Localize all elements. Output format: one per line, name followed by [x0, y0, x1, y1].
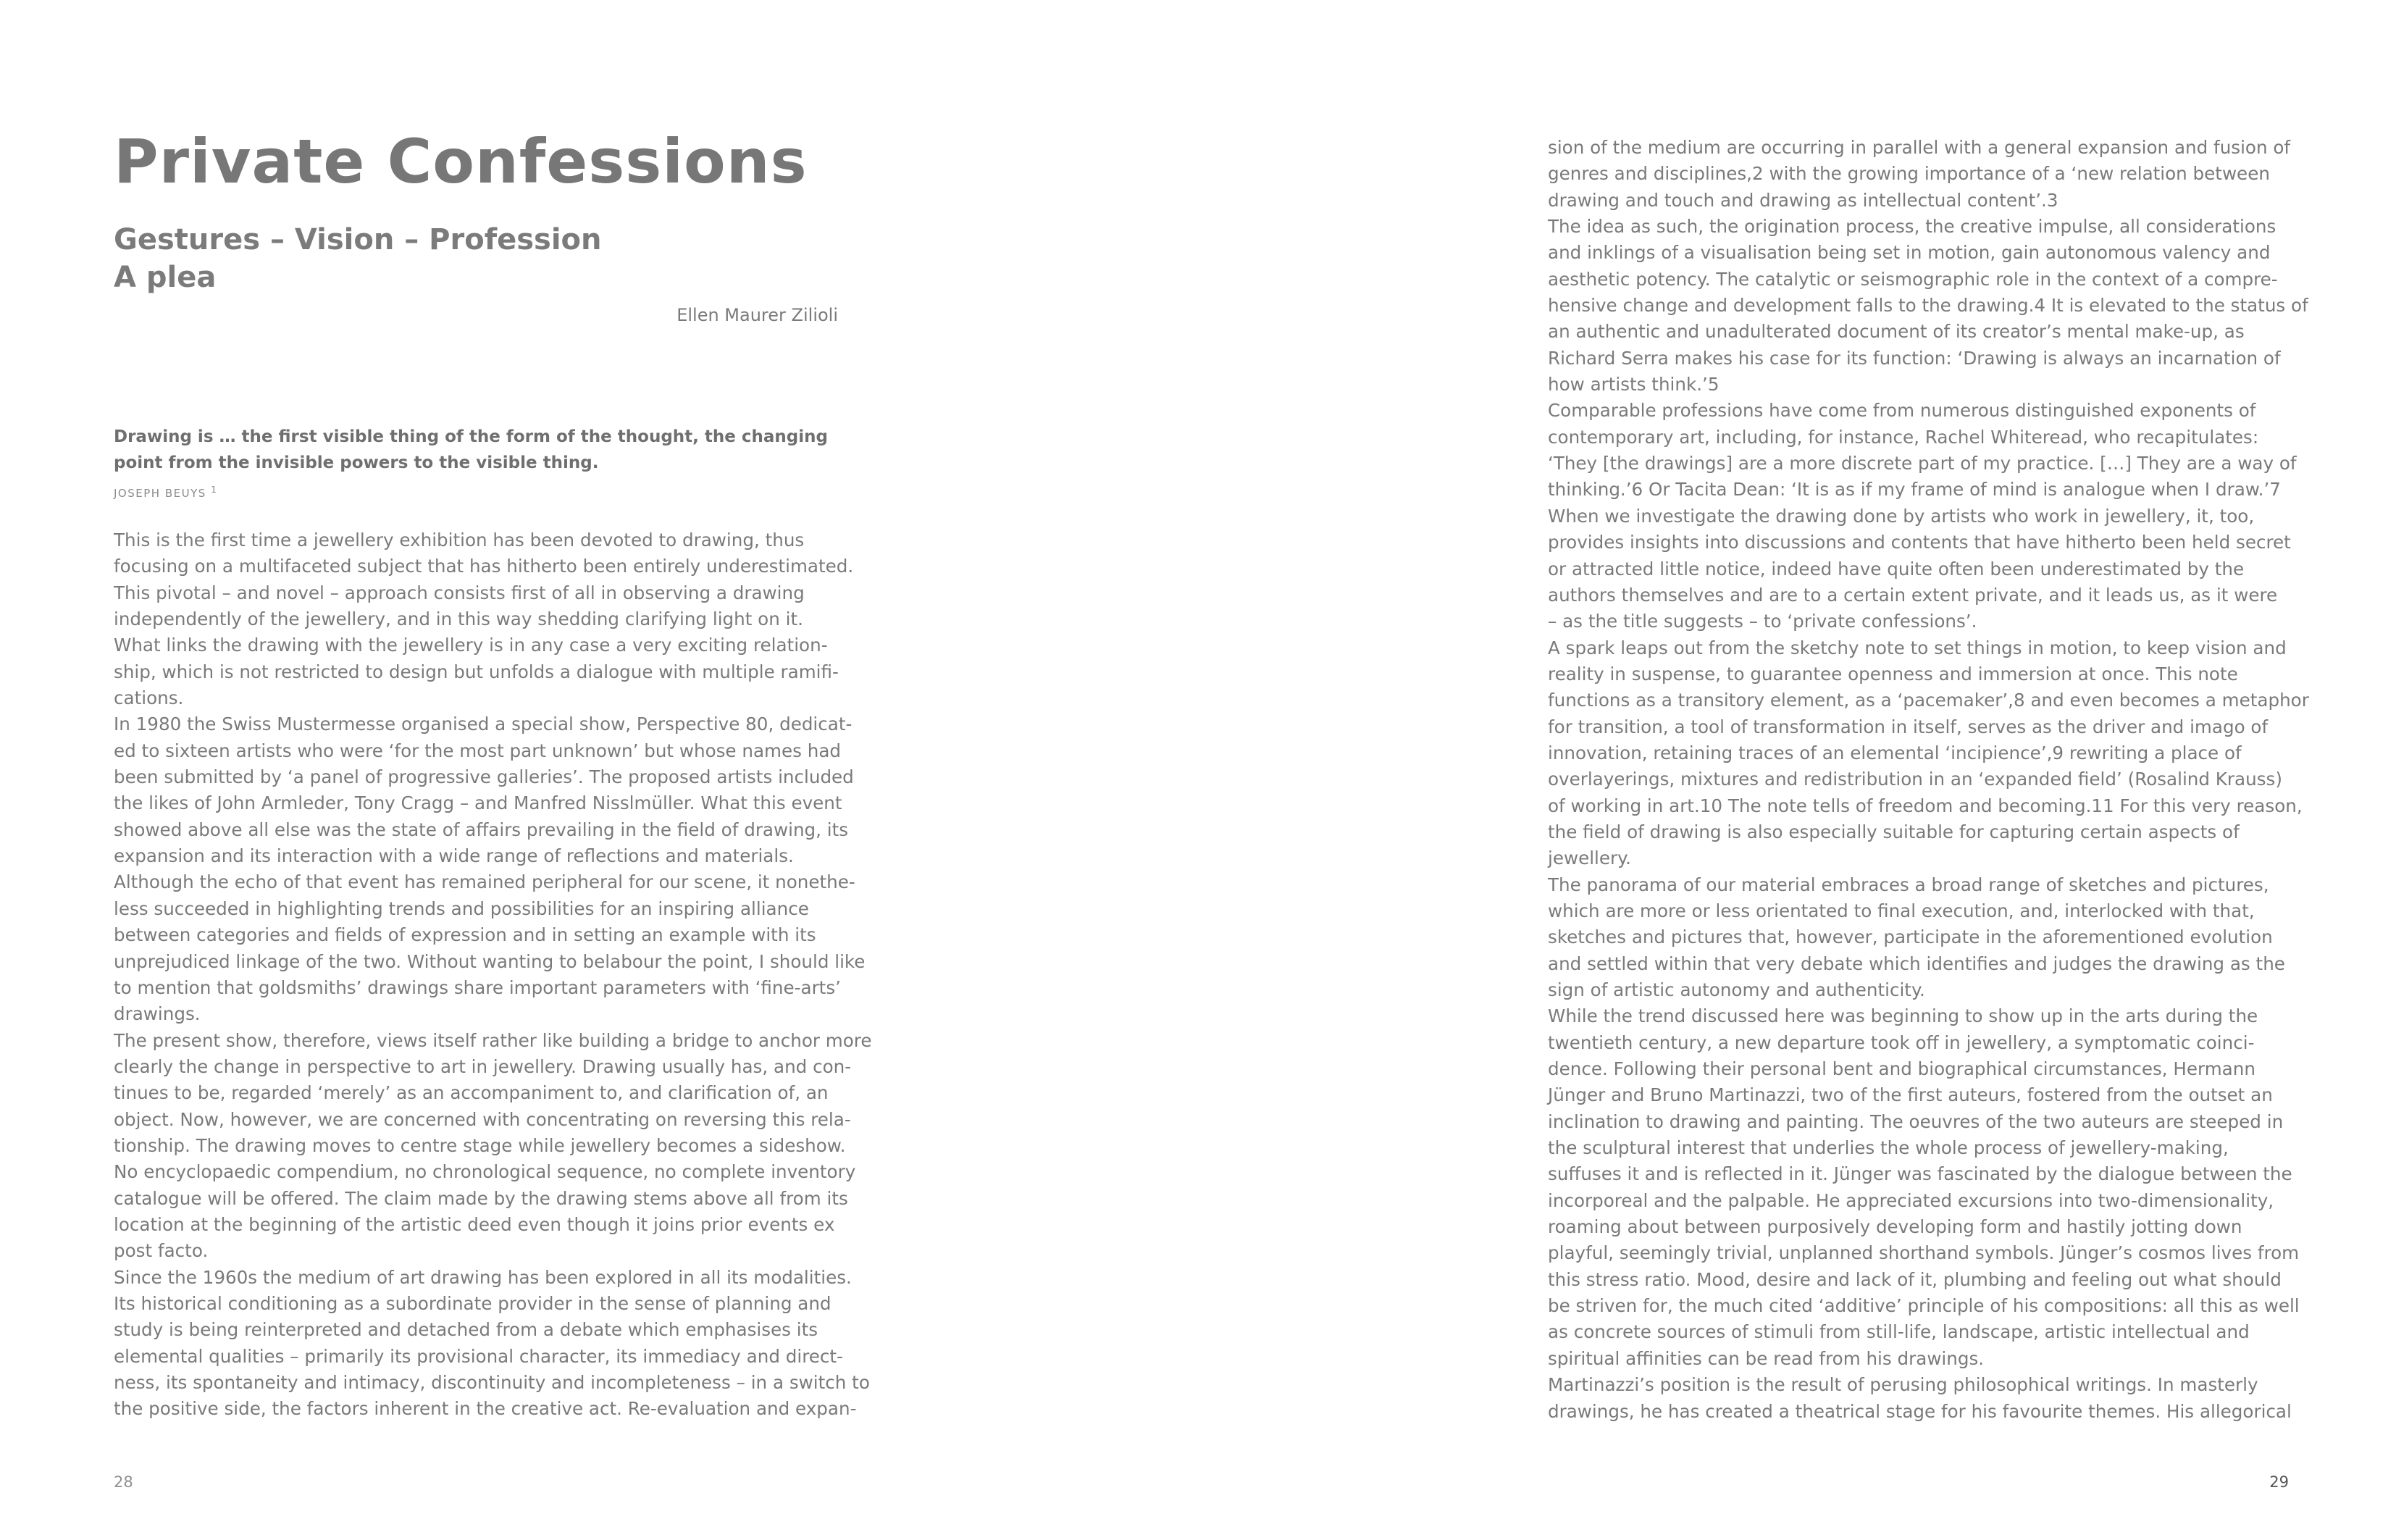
- text-line: for transition, a tool of transformation in itself, serves as the driver and imago of: [1548, 716, 2269, 737]
- text-line: an authentic and unadulterated document of its creator’s mental make-up, as: [1548, 321, 2245, 343]
- author-name: Ellen Maurer Zilioli: [677, 305, 838, 325]
- text-line: ship, which is not restricted to design but unfolds a dialogue with multiple ramifi-: [114, 661, 839, 682]
- epigraph-source: [114, 481, 218, 502]
- text-line: less succeeded in highlighting trends and possibilities for an inspiring alliance: [114, 897, 809, 919]
- page-number-right: 29: [2269, 1473, 2289, 1491]
- text-line: functions as a transitory element, as a ‘pacemaker’,8 and even becomes a metaphor: [1548, 690, 2309, 711]
- text-line: dence. Following their personal bent and biographical circumstances, Hermann: [1548, 1058, 2255, 1080]
- text-line: The idea as such, the origination process, the creative impulse, all considerations: [1548, 216, 2276, 238]
- text-line: playful, seemingly trivial, unplanned shorthand symbols. Jünger’s cosmos lives from: [1548, 1242, 2300, 1264]
- text-line: tionship. The drawing moves to centre stage while jewellery becomes a sideshow.: [114, 1134, 846, 1156]
- subtitle-line: A plea: [114, 261, 217, 294]
- text-line: This is the first time a jewellery exhibition has been devoted to drawing, thus: [114, 530, 805, 551]
- text-line: be striven for, the much cited ‘additive’ principle of his compositions: all this as well: [1548, 1295, 2300, 1317]
- text-line: This pivotal – and novel – approach consists first of all in observing a drawing: [114, 582, 805, 603]
- text-line: the sculptural interest that underlies the whole process of jewellery-making,: [1548, 1137, 2229, 1159]
- text-line: to mention that goldsmiths’ drawings share important parameters with ‘fine-arts’: [114, 976, 841, 998]
- text-line: twentieth century, a new departure took off in jewellery, a symptomatic coinci-: [1548, 1031, 2255, 1053]
- text-line: spiritual affinities can be read from his drawings.: [1548, 1347, 1985, 1369]
- text-line: how artists think.’5: [1548, 374, 1719, 396]
- text-line: Since the 1960s the medium of art drawing has been explored in all its modalities.: [114, 1266, 852, 1288]
- epigraph-line: Drawing is … the first visible thing of the form of the thought, the changing: [114, 427, 828, 446]
- text-line: authors themselves and are to a certain extent private, and it leads us, as it were: [1548, 584, 2278, 606]
- text-line: drawings, he has created a theatrical stage for his favourite themes. His allegorical: [1548, 1400, 2292, 1422]
- text-line: tinues to be, regarded ‘merely’ as an accompaniment to, and clarification of, an: [114, 1082, 829, 1104]
- text-line: – as the title suggests – to ‘private confessions’.: [1548, 611, 1977, 632]
- text-line: The panorama of our material embraces a broad range of sketches and pictures,: [1548, 874, 2269, 895]
- text-line: clearly the change in perspective to art in jewellery. Drawing usually has, and con-: [114, 1055, 852, 1077]
- text-line: cations.: [114, 687, 184, 709]
- text-line: sign of artistic autonomy and authenticity.: [1548, 979, 1925, 1000]
- page-title: Private Confessions: [114, 126, 808, 197]
- text-line: roaming about between purposively developing form and hastily jotting down: [1548, 1216, 2242, 1238]
- text-line: location at the beginning of the artistic deed even though it joins prior events ex: [114, 1213, 835, 1235]
- text-line: Comparable professions have come from numerous distinguished exponents of: [1548, 400, 2256, 422]
- text-line: inclination to drawing and painting. The oeuvres of the two auteurs are steeped in: [1548, 1110, 2284, 1132]
- text-line: thinking.’6 Or Tacita Dean: ‘It is as if my frame of mind is analogue when I draw.’7: [1548, 479, 2281, 501]
- right-body-text: [1548, 135, 2309, 1425]
- text-line: and inklings of a visualisation being set in motion, gain autonomous valency and: [1548, 242, 2271, 264]
- left-body-text: [114, 527, 872, 1423]
- text-line: of working in art.10 The note tells of freedom and becoming.11 For this very reason,: [1548, 795, 2303, 816]
- text-line: been submitted by ‘a panel of progressive galleries’. The proposed artists included: [114, 766, 854, 788]
- text-line: overlayerings, mixtures and redistribution in an ‘expanded field’ (Rosalind Krauss): [1548, 769, 2282, 790]
- text-line: or attracted little notice, indeed have quite often been underestimated by the: [1548, 558, 2245, 579]
- text-line: Jünger and Bruno Martinazzi, two of the first auteurs, fostered from the outset an: [1548, 1084, 2273, 1106]
- text-line: jewellery.: [1548, 848, 1631, 869]
- text-line: elemental qualities – primarily its provisional character, its immediacy and direct-: [114, 1345, 843, 1367]
- text-line: contemporary art, including, for instance, Rachel Whiteread, who recapitulates:: [1548, 426, 2259, 448]
- text-line: reality in suspense, to guarantee openness and immersion at once. This note: [1548, 663, 2238, 685]
- text-line: ness, its spontaneity and intimacy, discontinuity and incompleteness – in a switch to: [114, 1372, 870, 1393]
- text-line: drawing and touch and drawing as intellectual content’.3: [1548, 189, 2058, 211]
- text-line: incorporeal and the palpable. He appreciated excursions into two-dimensionality,: [1548, 1189, 2274, 1211]
- text-line: ‘They [the drawings] are a more discrete part of my practice. […] They are a way of: [1548, 453, 2297, 474]
- text-line: independently of the jewellery, and in this way shedding clarifying light on it.: [114, 608, 803, 630]
- text-line: ed to sixteen artists who were ‘for the most part unknown’ but whose names had: [114, 740, 842, 761]
- text-line: and settled within that very debate which identifies and judges the drawing as the: [1548, 953, 2285, 974]
- subtitle: [114, 221, 602, 296]
- text-line: suffuses it and is reflected in it. Jünger was fascinated by the dialogue between the: [1548, 1163, 2292, 1185]
- epigraph-line: point from the invisible powers to the visible thing.: [114, 453, 599, 472]
- text-line: genres and disciplines,2 with the growing importance of a ‘new relation between: [1548, 163, 2270, 185]
- text-line: Martinazzi’s position is the result of perusing philosophical writings. In masterly: [1548, 1374, 2258, 1396]
- text-line: which are more or less orientated to final execution, and, interlocked with that,: [1548, 900, 2255, 921]
- subtitle-line: Gestures – Vision – Profession: [114, 223, 602, 256]
- text-line: A spark leaps out from the sketchy note to set things in motion, to keep vision and: [1548, 637, 2287, 658]
- text-line: showed above all else was the state of affairs prevailing in the field of drawing, its: [114, 819, 849, 840]
- text-line: Richard Serra makes his case for its function: ‘Drawing is always an incarnation of: [1548, 347, 2281, 369]
- text-line: Its historical conditioning as a subordinate provider in the sense of planning and: [114, 1292, 832, 1314]
- text-line: The present show, therefore, views itself rather like building a bridge to anchor more: [114, 1029, 872, 1051]
- text-line: aesthetic potency. The catalytic or seismographic role in the context of a compre-: [1548, 268, 2278, 290]
- epigraph-source-name: JOSEPH BEUYS: [114, 487, 206, 500]
- text-line: In 1980 the Swiss Mustermesse organised a special show, Perspective 80, dedicat-: [114, 713, 853, 735]
- text-line: sion of the medium are occurring in parallel with a general expansion and fusion of: [1548, 137, 2291, 158]
- text-line: No encyclopaedic compendium, no chronological sequence, no complete inventory: [114, 1161, 856, 1183]
- text-line: When we investigate the drawing done by artists who work in jewellery, it, too,: [1548, 505, 2255, 527]
- text-line: hensive change and development falls to the drawing.4 It is elevated to the status of: [1548, 295, 2308, 317]
- text-line: between categories and fields of expression and in setting an example with its: [114, 924, 816, 946]
- text-line: object. Now, however, we are concerned with concentrating on reversing this rela-: [114, 1108, 851, 1130]
- text-line: drawings.: [114, 1003, 201, 1025]
- text-line: expansion and its interaction with a wide range of reflections and materials.: [114, 845, 794, 867]
- page-number-left: 28: [114, 1473, 133, 1491]
- text-line: post facto.: [114, 1240, 209, 1262]
- text-line: focusing on a multifaceted subject that has hitherto been entirely underestimated.: [114, 556, 854, 577]
- text-line: this stress ratio. Mood, desire and lack of it, plumbing and feeling out what should: [1548, 1268, 2282, 1290]
- epigraph-quote: [114, 424, 874, 476]
- text-line: as concrete sources of stimuli from still-life, landscape, artistic intellectual and: [1548, 1321, 2250, 1343]
- text-line: provides insights into discussions and contents that have hitherto been held secret: [1548, 532, 2291, 553]
- text-line: the positive side, the factors inherent in the creative act. Re-evaluation and expan-: [114, 1398, 857, 1420]
- text-line: study is being reinterpreted and detached from a debate which emphasises its: [114, 1319, 818, 1341]
- text-line: the likes of John Armleder, Tony Cragg – and Manfred Nisslmüller. What this event: [114, 792, 842, 814]
- text-line: While the trend discussed here was beginning to show up in the arts during the: [1548, 1005, 2258, 1027]
- footnote-marker: 1: [211, 484, 218, 495]
- text-line: unprejudiced linkage of the two. Without wanting to belabour the point, I should like: [114, 950, 866, 972]
- text-line: What links the drawing with the jewellery is in any case a very exciting relation-: [114, 635, 828, 656]
- text-line: innovation, retaining traces of an elemental ‘incipience’,9 rewriting a place of: [1548, 742, 2242, 763]
- text-line: Although the echo of that event has remained peripheral for our scene, it nonethe-: [114, 871, 855, 893]
- text-line: the field of drawing is also especially suitable for capturing certain aspects of: [1548, 821, 2240, 842]
- text-line: catalogue will be offered. The claim made by the drawing stems above all from its: [114, 1187, 848, 1209]
- text-line: sketches and pictures that, however, participate in the aforementioned evolution: [1548, 926, 2273, 948]
